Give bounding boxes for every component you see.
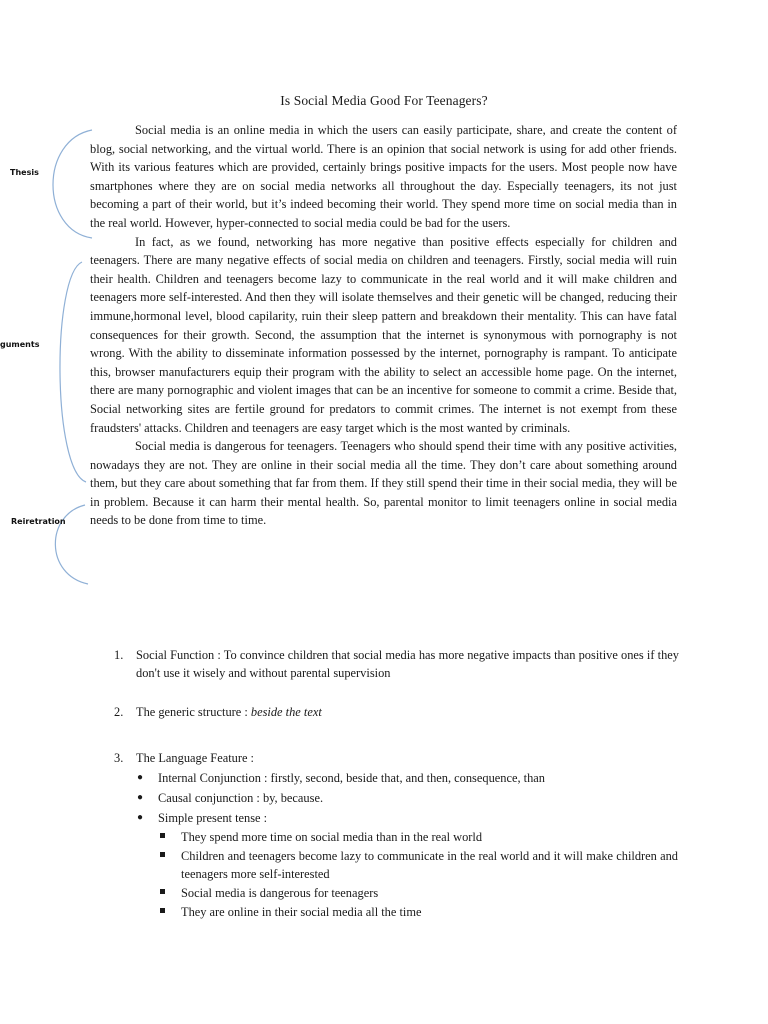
list-item <box>160 903 678 921</box>
analysis-item-language-feature <box>114 749 679 767</box>
reiteration-label: Reiretration <box>11 517 66 526</box>
bullet-icon: ● <box>137 772 144 783</box>
list-item <box>160 847 678 884</box>
list-item <box>137 789 677 807</box>
thesis-bracket <box>53 130 92 238</box>
example-text: Social media is dangerous for teenagers <box>181 886 379 900</box>
item-text <box>136 703 679 721</box>
square-bullet-icon <box>160 833 165 838</box>
arguments-label: guments <box>0 340 40 349</box>
page-title: Is Social Media Good For Teenagers? <box>280 93 488 108</box>
list-item <box>160 828 678 846</box>
arguments-paragraph: In fact, as we found, networking has more negative than positive effects especially for children and teenagers. There are many negative effects of social media on children and teenagers. Firstly, social media will ruin their health. Children and teenagers become lazy to communicate in the real world and it will make children and teenagers more self-interested. And then they will isolate themselves and their genetic will be changed, reducing their immune,hormonal level, blood capilarity, ruin their sleep pattern and breakdown their mentality. This can have fatal consequences for their growth. Second, the assumption that the internet is synonymous with pornography is not wrong. With the ability to disseminate information possessed by the internet, pornography is rampant. To anticipate this, browser manufacturers equip their program with the ability to select an accessible home page. On the internet, there are many pornographic and violent images that can be an incentive for someone to commit a crime. Beside that, Social networking sites are fertile ground for predators to commit crimes. The internet is not exempt from these fraudsters' attacks. Children and teenagers are easy target which is the most wanted by criminals. <box>90 234 677 435</box>
example-text: They are online in their social media all the time <box>181 905 422 919</box>
generic-structure-value: beside the text <box>250 705 322 719</box>
square-bullet-icon <box>160 889 165 894</box>
list-item <box>137 809 677 827</box>
example-text: They spend more time on social media than in the real world <box>181 830 483 844</box>
reiteration-paragraph: Social media is dangerous for teenagers. Teenagers who should spend their time with any positive activities, nowadays they are not. They are online in their social media all the time. They don’t care about something around them, but they care about something that far from them. If they still spend their time in their social media, they will be in problem. Because it can harm their mental health. So, parental monitor to limit teenagers online in social media needs to be done from time to time. <box>90 439 677 528</box>
thesis-paragraph: Social media is an online media in which the users can easily participate, share, and create the content of blog, social networking, and the virtual world. There is an opinion that social network is using for add other friends. With its various features which are provided, certainly brings positive impacts for the users. Most people now have smartphones where they are on social media networks all throughout the day. Especially teenagers, its not just becoming a part of their world, but it’s indeed becoming their world. They spend more time on social media than in the real world. However, hyper-connected to social media could be bad for the users. <box>90 123 677 230</box>
analysis-item-generic-structure <box>114 703 679 721</box>
analysis-item-social-function <box>114 646 679 683</box>
square-bullet-icon <box>160 908 165 913</box>
item-text: The Language Feature : <box>136 751 255 765</box>
bullet-icon: ● <box>137 792 144 803</box>
bullet-text: Simple present tense : <box>158 811 268 825</box>
square-bullet-icon <box>160 852 165 857</box>
item-number: 1. <box>114 648 124 662</box>
generic-structure-label: The generic structure : <box>136 705 251 719</box>
thesis-label: Thesis <box>10 168 39 177</box>
bullet-icon: ● <box>137 812 144 823</box>
item-number: 2. <box>114 705 124 719</box>
arguments-bracket <box>60 262 86 482</box>
bullet-text: Internal Conjunction : firstly, second, beside that, and then, consequence, than <box>158 771 545 785</box>
item-number: 3. <box>114 751 124 765</box>
bullet-text: Causal conjunction : by, because. <box>158 791 324 805</box>
example-text: Children and teenagers become lazy to communicate in the real world and it will make children and teenagers more self-interested <box>181 849 678 882</box>
item-text: Social Function : To convince children that social media has more negative impacts than positive ones if they don't use it wisely and without parental supervision <box>136 648 679 681</box>
essay-body <box>90 121 677 530</box>
list-item <box>137 769 677 787</box>
list-item <box>160 884 678 902</box>
